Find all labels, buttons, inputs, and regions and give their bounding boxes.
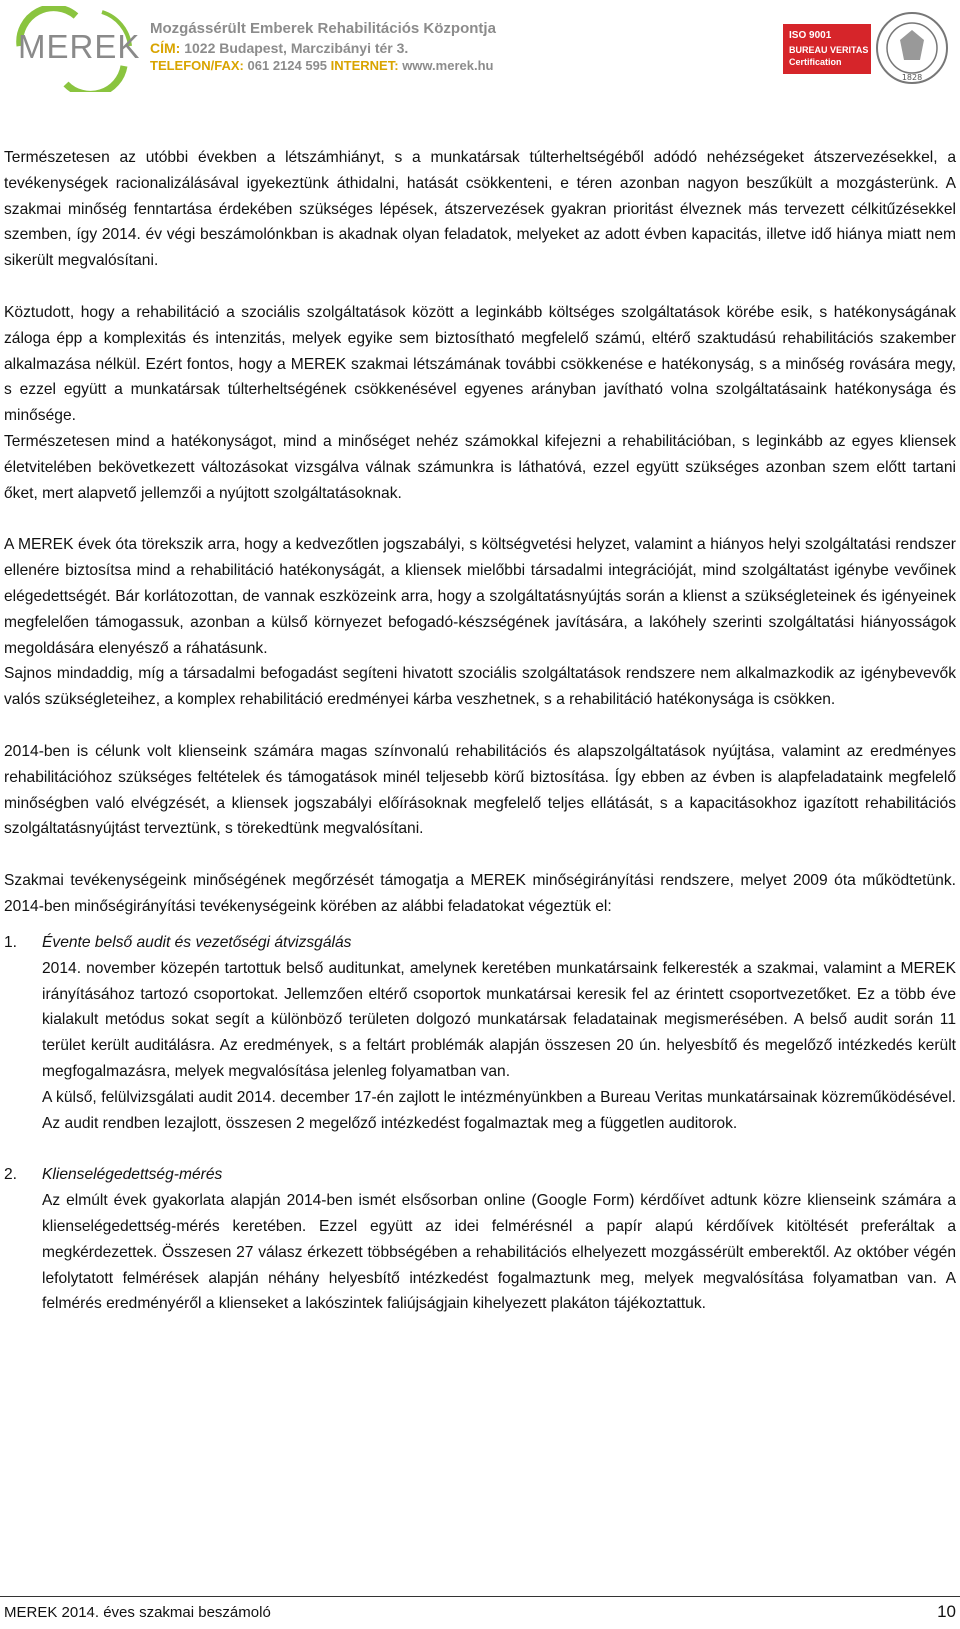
logo-text: MEREK — [18, 28, 141, 65]
paragraph: A MEREK évek óta törekszik arra, hogy a kedvezőtlen jogszabályi, s költségvetési helyzet, valamint a hiányos helyi szolgáltatási rendszer ellenére biztosítsa mind a rehabilitáció hatékonyságát, a kliensek mielőbbi társadalmi integrációját, mind szolgáltatást igénybe vevőinek elégedettségét. Bár korlátozottan, de vannak eszközeink arra, hogy a szolgáltatásnyújtás során a klienst a szükségleteinek és igényeinek megfelelően támogassuk, azonban a külső környezet befogadó-készségének javítására, a lakóhely szerinti szolgáltatási hiányosságok megoldására elenyésző a ráhatásunk. — [4, 536, 956, 657]
cert-bureau: BUREAU VERITAS — [789, 45, 869, 55]
paragraph: Sajnos mindaddig, míg a társadalmi befogadást segíteni hivatott szociális szolgáltatások rendszere nem alkalmazkodik az igénybevevők valós szükségleteihez, a komplex rehabilitáció eredményei kárba veszhetnek, s a rehabilitáció hatékonysága is csökken. — [4, 665, 956, 709]
certification-badge — [783, 24, 871, 74]
page-number: 10 — [937, 1602, 956, 1621]
phone-value: 061 2124 595 — [247, 58, 328, 73]
website-link[interactable]: www.merek.hu — [402, 58, 494, 73]
footer-divider — [0, 1596, 960, 1597]
list-body: A külső, felülvizsgálati audit 2014. december 17-én zajlott le intézményünkben a Bureau Veritas munkatársainak közreműködésével. Az audit rendben lezajlott, összesen 2 megelőző intézkedést fogalmaztak meg a független auditorok. — [42, 1088, 956, 1132]
cert-iso: ISO 9001 — [789, 30, 832, 41]
list-body: 2014. november közepén tartottuk belső auditunkat, amelynek keretében munkatársaink felkeresték a szakmai, valamint a MEREK irányításához tartozó csoportokat. Jellemzően eltérő csoportok munkatársai keresik fel az érintett csoportvezetőket. Ez a több éve kialakult metódus sokat segít a különböző területen dolgozó munkatársak feladatainak megismerésében. A belső audit során 11 terület került auditálásra. Az eredmények, s a feltárt problémák alapján összesen 20 ún. helyesbítő és megelőző intézkedés került megfogalmazásra, melyek megvalósítása jelenleg folyamatban van. — [42, 959, 956, 1080]
paragraph: Köztudott, hogy a rehabilitáció a szociális szolgáltatások között a leginkább költséges szolgáltatások körébe esik, s hatékonyságának záloga épp a komplexitás és intenzitás, melyek egyike sem biztosítható megfelelő számú, eltérő szaktudású rehabilitációs szakember alkalmazása nélkül. Ezért fontos, hogy a MEREK szakmai létszámának további csökkenése e hatékonyság, s a minőség rovására megy, s ezzel együtt a munkatársak túlterheltségének csökkenésével egyenes arányban javítható volna szolgáltatásaink hatékonysága és minősége. — [4, 303, 956, 425]
phone-label: TELEFON/FAX: — [150, 58, 244, 73]
address-value: 1022 Budapest, Marczibányi tér 3. — [184, 40, 409, 56]
report-body — [4, 145, 956, 1317]
footer-title: MEREK 2014. éves szakmai beszámoló — [4, 1604, 271, 1621]
org-contact — [150, 58, 493, 73]
bureau-veritas-seal-icon — [874, 10, 950, 86]
paragraph: 2014-ben is célunk volt klienseink számára magas színvonalú rehabilitációs és alapszolgáltatások nyújtása, valamint az eredményes rehabilitációhoz szükséges feltételek és támogatások minél teljesebb körű biztosítása. Így ebben az évben is alapfeladataink megfelelő minőségben való elvégzését, a kliensek jogszabályi előírásoknak megfelelő teljes ellátását, s a kapacitásokhoz igazított rehabilitációs szolgáltatásnyújtást terveztünk, s törekedtünk megvalósítani. — [4, 742, 956, 838]
paragraph: Szakmai tevékenységeink minőségének megőrzését támogatja a MEREK minőségirányítási rendszere, melyet 2009 óta működtetünk. 2014-ben minőségirányítási tevékenységeink körében az alábbi feladatokat végeztük el: — [4, 872, 956, 915]
list-number: 1. — [4, 933, 18, 951]
paragraph: Természetesen mind a hatékonyságot, mind a minőséget nehéz számokkal kifejezni a rehabilitációban, s leginkább az egyes kliensek életvitelében bekövetkezett változásokat vizsgálva válnak számunkra is láthatóvá, ezzel együtt szükséges azonban szem előtt tartani őket, mert alapvető jellemzői a nyújtott szolgáltatásoknak. — [4, 432, 956, 502]
list-number: 2. — [4, 1166, 18, 1184]
cert-word: Certification — [789, 57, 842, 67]
address-label: CÍM: — [150, 40, 181, 56]
list-title: Évente belső audit és vezetőségi átvizsgálás — [42, 933, 352, 951]
paragraph: Természetesen az utóbbi években a létszámhiányt, s a munkatársak túlterheltségéből adódó nehézségeket átszervezésekkel, a tevékenységek racionalizálásával igyekeztünk áthidalni, hatását csökkenteni, e téren azonban nagyon beszűkült a mozgásterünk. A szakmai minőség fenntartása érdekében szükséges lépések, átszervezések gyakran prioritást élveznek más tervezett célkitűzésekkel szemben, így 2014. év végi beszámolónkban is akadnak olyan feladatok, melyeket az adott évben kapacitás, illetve idő hiánya miatt nem sikerült megvalósítani. — [4, 149, 956, 270]
internet-label: INTERNET: — [330, 58, 399, 73]
org-address — [150, 40, 408, 56]
letterhead — [0, 0, 960, 100]
list-item-satisfaction — [4, 1162, 956, 1317]
list-body: Az elmúlt évek gyakorlata alapján 2014-ben ismét elsősorban online (Google Form) kérdőívet adtunk közre klienseink számára a klienselégedettség-mérés keretében. Ezzel együtt az idei felmérésnél a papír alapú kérdőívek kitöltését preferáltak a megkérdezettek. Összesen 27 válasz érkezett többségében a rehabilitációs elhelyezett mozgássérült emberektől. Az október végén lefolytatott felmérések alapján néhány helyesbítő intézkedést fogalmaztunk meg, melyek megvalósítása folyamatban van. A felmérés eredményéről a klienseket a lakószintek faliújságjain kihelyezett plakáton tájékoztattuk. — [42, 1192, 956, 1313]
org-name: Mozgássérült Emberek Rehabilitációs Központja — [150, 20, 496, 37]
list-item-audit — [4, 930, 956, 1137]
seal-year: 1828 — [901, 73, 923, 82]
list-title: Klienselégedettség-mérés — [42, 1166, 223, 1184]
